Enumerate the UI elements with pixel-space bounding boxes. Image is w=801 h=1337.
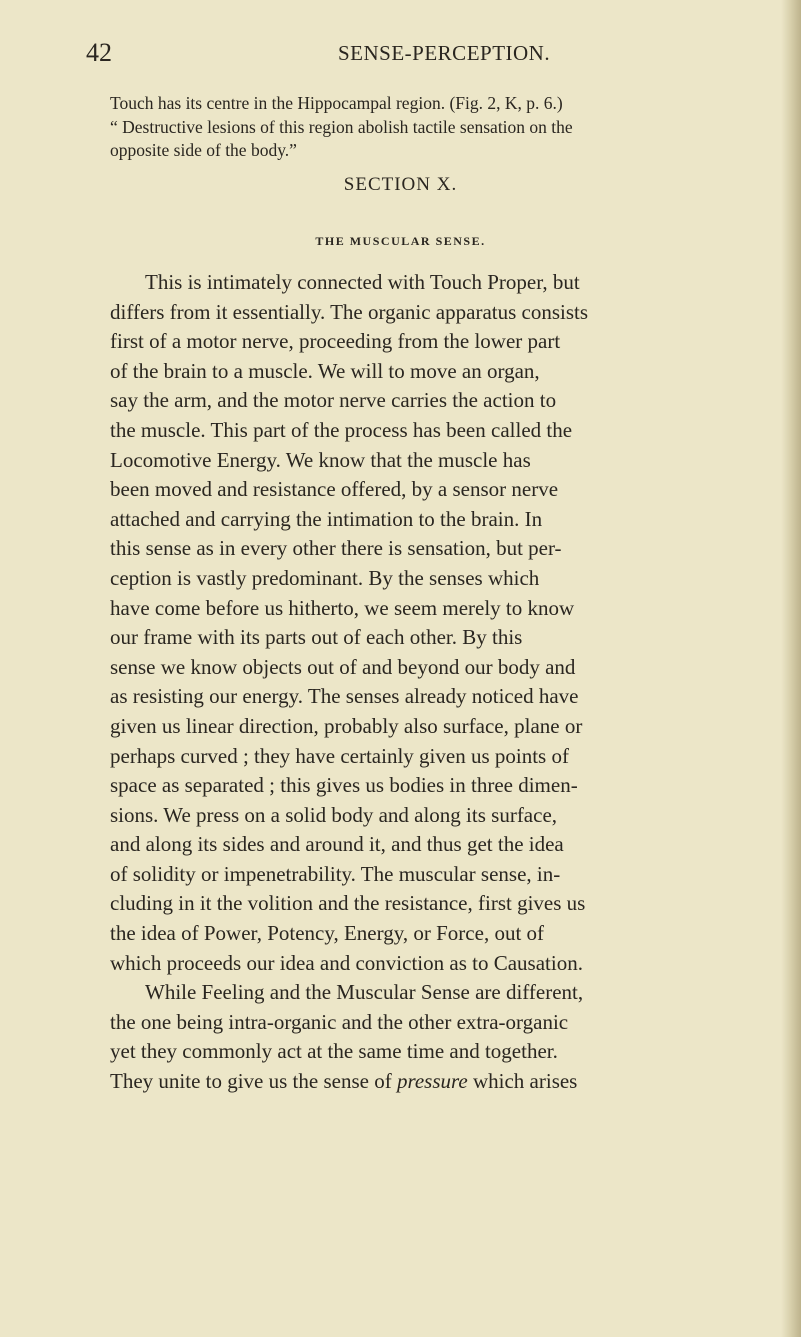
body-line: as resisting our energy. The senses already noticed have bbox=[110, 684, 579, 709]
body-paragraph bbox=[110, 268, 760, 1097]
page-number: 42 bbox=[86, 38, 112, 67]
body-line: ception is vastly predominant. By the senses which bbox=[110, 565, 540, 590]
body-line: our frame with its parts out of each other. By this bbox=[110, 625, 523, 650]
body-text-run: They unite to give us the sense of bbox=[110, 1069, 392, 1094]
body-line: yet they commonly act at the same time and together. bbox=[110, 1039, 558, 1064]
body-line: been moved and resistance offered, by a sensor nerve bbox=[110, 477, 559, 502]
body-line: this sense as in every other there is sensation, but per- bbox=[110, 536, 562, 561]
body-line: of the brain to a muscle. We will to move an organ, bbox=[110, 358, 540, 383]
intro-line: opposite side of the body.” bbox=[110, 140, 297, 160]
body-line: given us linear direction, probably also surface, plane or bbox=[110, 713, 583, 738]
running-head bbox=[86, 38, 706, 68]
section-subtitle: THE MUSCULAR SENSE. bbox=[315, 234, 486, 248]
body-line-last bbox=[110, 1067, 760, 1097]
body-line: This is intimately connected with Touch Proper, but bbox=[145, 270, 580, 294]
body-line: differs from it essentially. The organic apparatus consists bbox=[110, 299, 589, 324]
body-line: While Feeling and the Muscular Sense are different, bbox=[145, 980, 584, 1005]
intro-paragraph bbox=[110, 92, 750, 163]
intro-line: “ Destructive lesions of this region abolish tactile sensation on the bbox=[110, 116, 573, 137]
body-line: first of a motor nerve, proceeding from the lower part bbox=[110, 329, 561, 354]
body-line: cluding in it the volition and the resistance, first gives us bbox=[110, 891, 586, 916]
body-line: of solidity or impenetrability. The muscular sense, in- bbox=[110, 861, 561, 886]
body-line: say the arm, and the motor nerve carries the action to bbox=[110, 388, 557, 413]
page-edge-shadow bbox=[781, 0, 801, 1337]
body-line: the muscle. This part of the process has been called the bbox=[110, 417, 573, 442]
body-line: and along its sides and around it, and thus get the idea bbox=[110, 832, 564, 857]
body-line: sense we know objects out of and beyond our body and bbox=[110, 654, 576, 679]
body-line: sions. We press on a solid body and along its surface, bbox=[110, 802, 558, 827]
intro-line: Touch has its centre in the Hippocampal region. (Fig. 2, K, p. 6.) bbox=[110, 93, 563, 113]
running-title: SENSE-PERCEPTION. bbox=[338, 41, 551, 65]
body-line: the idea of Power, Potency, Energy, or Force, out of bbox=[110, 921, 545, 946]
body-line: have come before us hitherto, we seem merely to know bbox=[110, 595, 575, 620]
body-line: space as separated ; this gives us bodies in three dimen- bbox=[110, 773, 578, 798]
body-line: perhaps curved ; they have certainly given us points of bbox=[110, 743, 569, 768]
body-line: the one being intra-organic and the other extra-organic bbox=[110, 1009, 569, 1034]
body-line: Locomotive Energy. We know that the muscle has bbox=[110, 447, 531, 472]
emphasis-pressure: pressure bbox=[396, 1069, 468, 1094]
body-text-run: which arises bbox=[472, 1069, 578, 1094]
body-line: which proceeds our idea and conviction as to Causation. bbox=[110, 950, 583, 975]
body-line: attached and carrying the intimation to the brain. In bbox=[110, 506, 543, 531]
section-title: SECTION X. bbox=[343, 174, 458, 195]
